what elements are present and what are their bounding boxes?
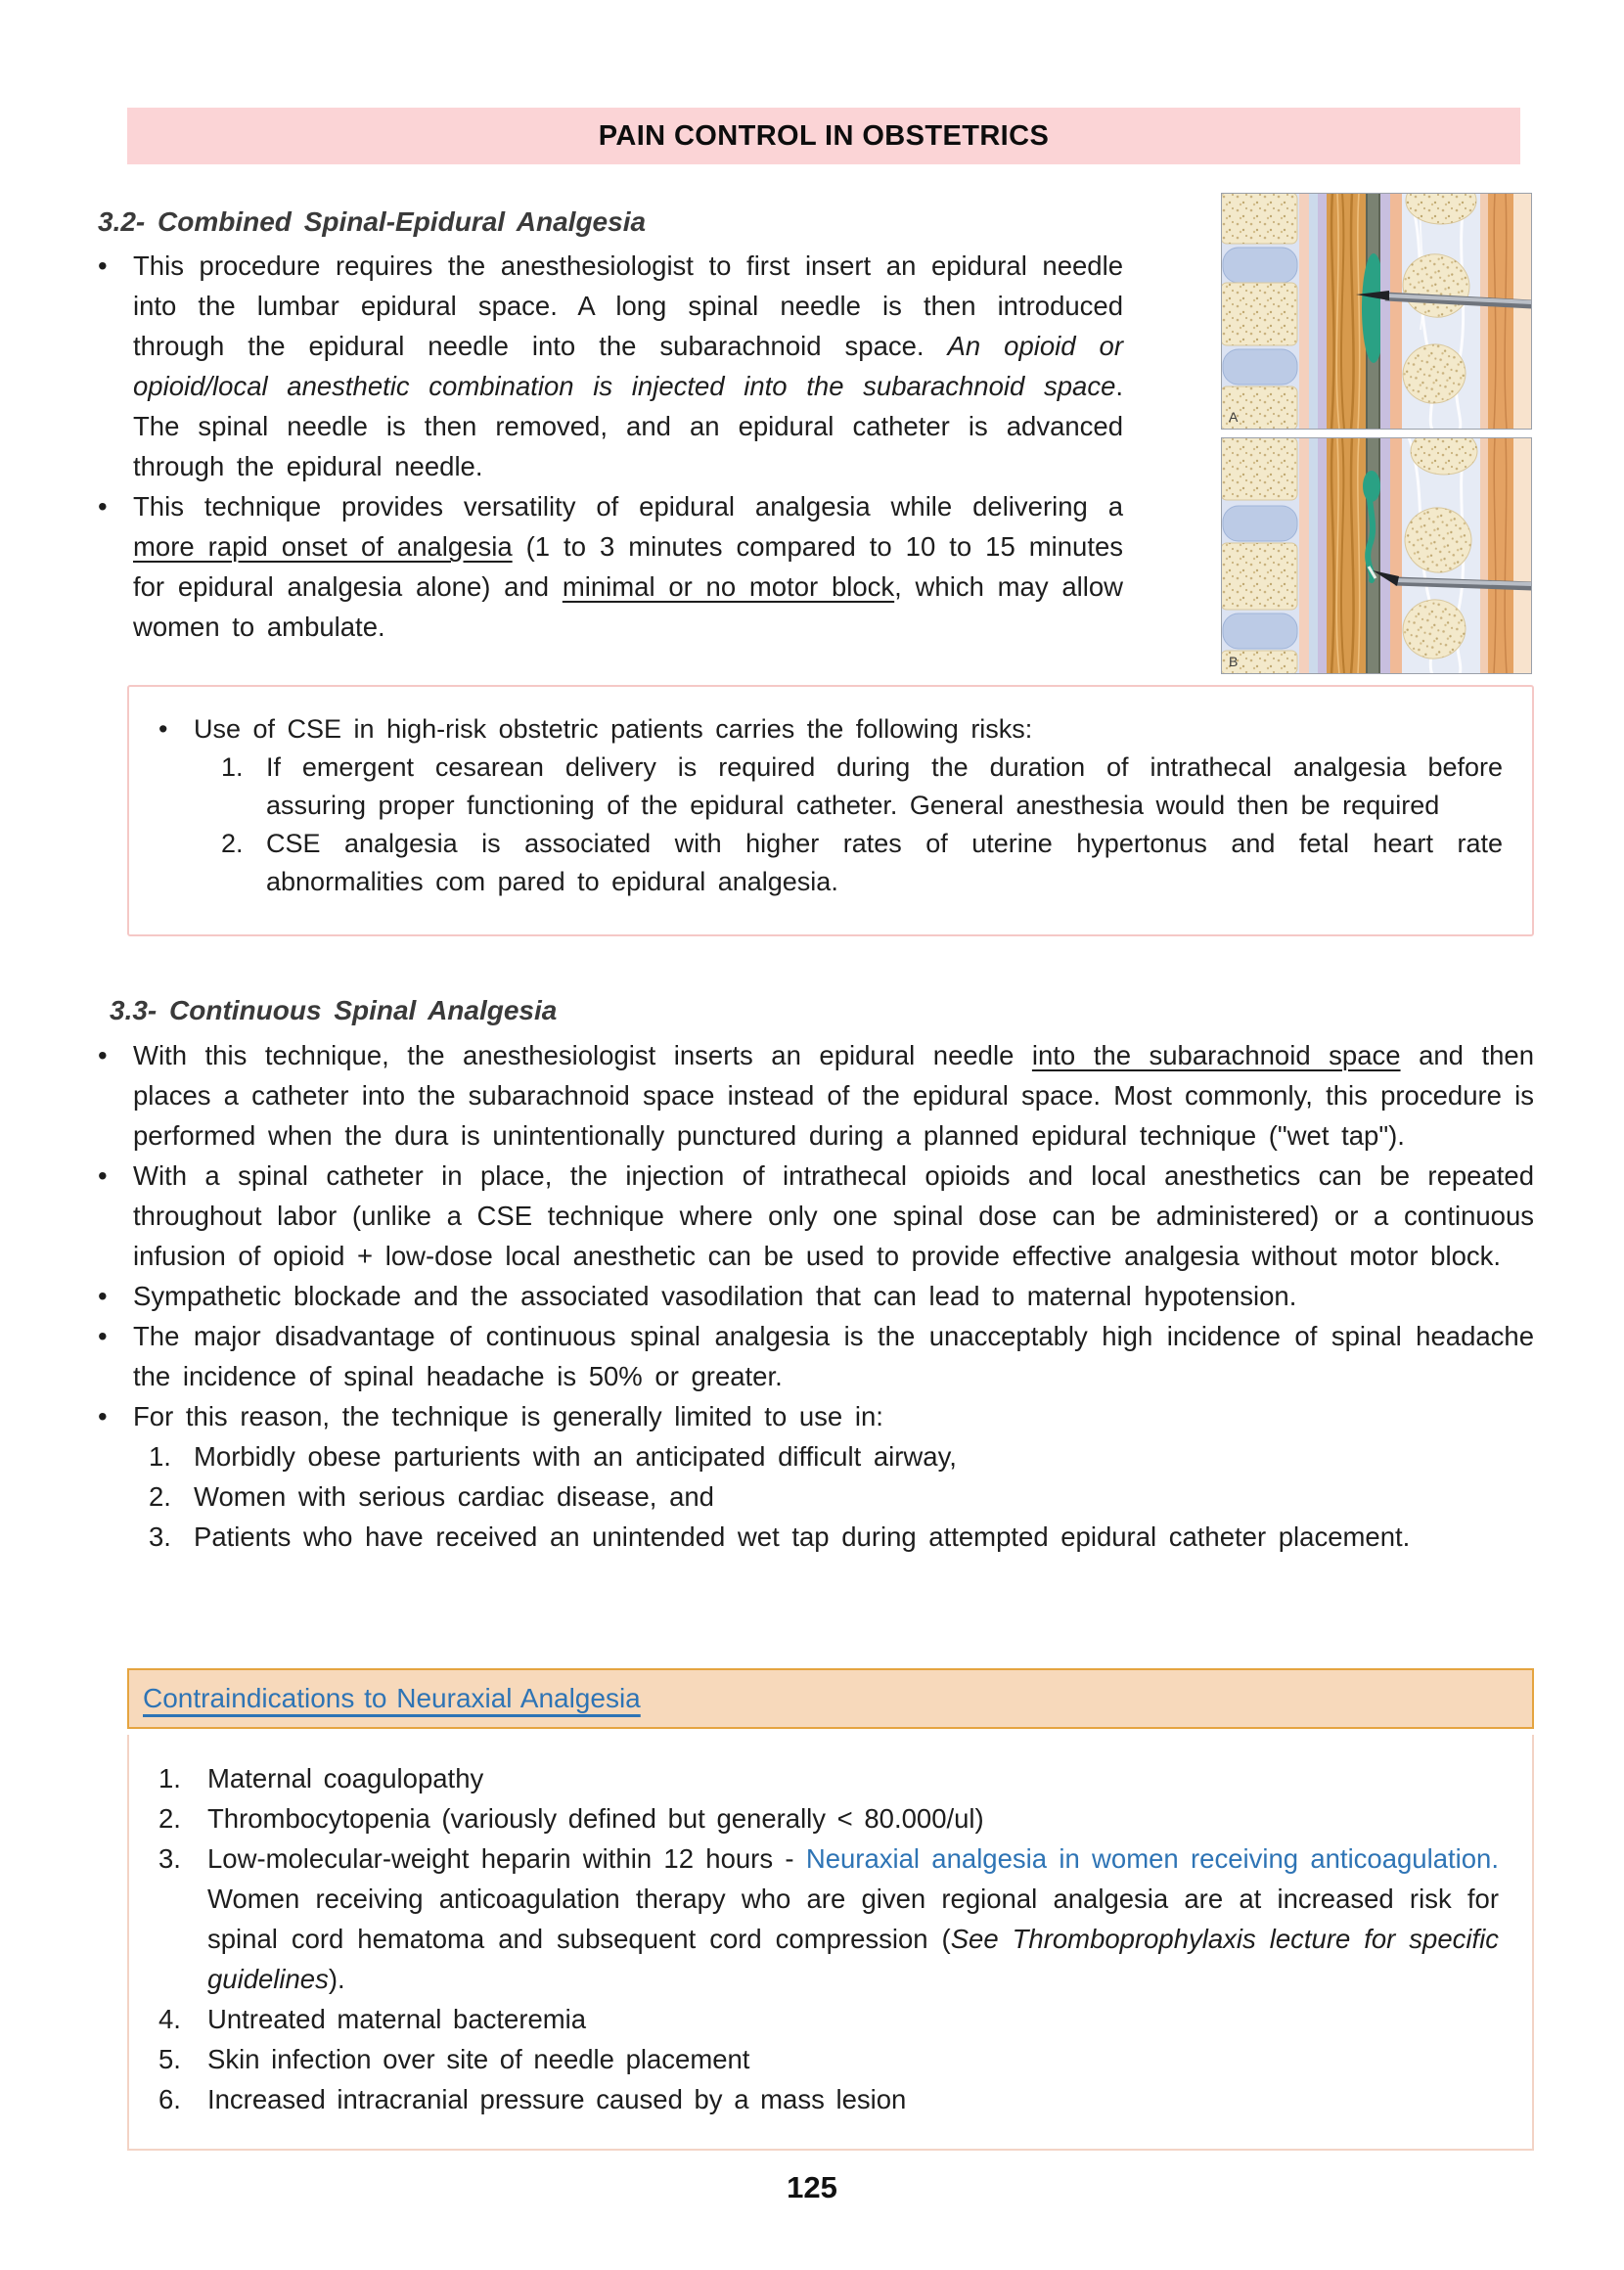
bullet-item (98, 1276, 1534, 1316)
text-segment: Increased intracranial pressure caused by a mass lesion (207, 2084, 907, 2114)
numbered-item (158, 1758, 1499, 1798)
bullet-text (133, 1396, 1534, 1436)
numbered-item (221, 749, 1503, 825)
item-text (266, 825, 1503, 901)
section-3-2-heading: 3.2- Combined Spinal-Epidural Analgesia (98, 206, 647, 237)
text-segment: This procedure requires the anesthesiologist to first insert an epidural needle into the lumbar epidural space. A long spinal needle is then introduced through the epidural needle into the subarachnoid space. (133, 250, 1123, 361)
bullet-text (133, 486, 1123, 647)
item-text (194, 1517, 1534, 1557)
bullet-item (98, 1156, 1534, 1276)
text-segment: and then places a catheter into the subarachnoid space instead of the epidural space. Most commonly, this procedure is performed when the dura is unintentionally punctured during a planned epidural technique ("wet tap"). (133, 1040, 1535, 1151)
text-segment: minimal or no motor block (562, 571, 895, 602)
text-segment: Women receiving anticoagulation therapy who are given regional analgesia are at increased risk for spinal cord hematoma and subsequent cord compression ( (207, 1884, 1499, 1954)
text-segment: Skin infection over site of needle placement (207, 2044, 750, 2074)
text-segment: into the subarachnoid space (1031, 1040, 1401, 1070)
item-number: 2. (221, 829, 244, 858)
text-segment: Untreated maternal bacteremia (207, 2004, 587, 2034)
bullet-marker: • (98, 491, 108, 522)
numbered-item (149, 1517, 1534, 1557)
text-segment: more rapid onset of analgesia (133, 531, 513, 562)
spine-cross-section-panel-b-illustration (1221, 437, 1532, 674)
text-segment: This technique provides versatility of epidural analgesia while delivering a (133, 491, 1123, 522)
item-number: 5. (158, 2044, 181, 2074)
item-number: 1. (149, 1441, 171, 1472)
bullet-text (133, 1156, 1534, 1276)
bullet-text (133, 1276, 1534, 1316)
numbered-item (149, 1476, 1534, 1517)
panel-a-label: A (1229, 409, 1239, 425)
item-number: 2. (158, 1803, 181, 1834)
interspinous-layer (1398, 437, 1480, 674)
text-segment: Patients who have received an unintended wet tap during attempted epidural catheter placement. (194, 1521, 1411, 1552)
text-segment: See Thromboprophylaxis lecture for specific guidelines (207, 1924, 1500, 1994)
item-text (207, 1798, 1499, 1839)
bullet-text (194, 710, 1503, 749)
bullet-text (133, 246, 1123, 486)
text-segment: (1 to 3 minutes compared to 10 to 15 minutes for epidural analgesia alone) and (133, 531, 1124, 602)
item-text (266, 749, 1503, 825)
bullet-item (98, 1316, 1534, 1396)
text-segment: , which may allow women to ambulate. (133, 571, 1124, 642)
spinal-canal-layers (1299, 437, 1402, 674)
item-number: 4. (158, 2004, 181, 2034)
text-segment: Women with serious cardiac disease, and (194, 1481, 714, 1512)
text-segment: Thrombocytopenia (variously defined but generally < 80.000/ul) (207, 1803, 984, 1834)
text-segment: If emergent cesarean delivery is required during the duration of intrathecal analgesia before assuring proper functioning of the epidural catheter. General anesthesia would then be required (266, 752, 1503, 820)
section-3-3-heading: 3.3- Continuous Spinal Analgesia (110, 995, 558, 1025)
section-3-3 (98, 990, 1534, 1557)
item-text (207, 1758, 1499, 1798)
text-segment: Low-molecular-weight heparin within 12 hours - (207, 1843, 806, 1874)
cse-risks-box (127, 685, 1534, 936)
bullet-marker: • (98, 1040, 108, 1070)
item-text (207, 1999, 1499, 2039)
interspinous-layer (1396, 193, 1480, 430)
text-segment: An opioid or opioid/local anesthetic combination is injected into the subarachnoid space (133, 331, 1124, 401)
text-segment: With this technique, the anesthesiologist inserts an epidural needle (133, 1040, 1032, 1070)
text-segment: With a spinal catheter in place, the injection of intrathecal opioids and local anesthetics can be repeated throughout labor (unlike a CSE technique where only one spinal dose can be administered) or a continuous infusion of opioid + low-dose local anesthetic can be used to provide effective analgesia without motor block. (133, 1160, 1534, 1271)
bullet-marker: • (98, 1281, 108, 1311)
bullet-item (98, 1396, 1534, 1436)
bullet-marker: • (158, 714, 168, 744)
numbered-item (158, 1839, 1499, 1999)
bullet-item (98, 1035, 1534, 1156)
bullet-item (98, 246, 1123, 486)
page-title: PAIN CONTROL IN OBSTETRICS (598, 119, 1050, 152)
numbered-item (221, 825, 1503, 901)
text-segment: The major disadvantage of continuous spinal analgesia is the unacceptably high incidence of spinal headache the incidence of spinal headache is 50% or greater. (133, 1321, 1534, 1391)
skin-layer (1480, 193, 1532, 430)
item-text (194, 1476, 1534, 1517)
panel-b-label: B (1229, 654, 1239, 669)
numbered-item (149, 1436, 1534, 1476)
text-segment: Maternal coagulopathy (207, 1763, 484, 1793)
spine-cross-section-panel-a-illustration (1221, 193, 1532, 430)
text-segment: . The spinal needle is then removed, and an epidural catheter is advanced through the epidural needle. (133, 371, 1123, 481)
numbered-item (158, 2079, 1499, 2119)
bullet-item (98, 486, 1123, 647)
figure-panel-gap (1221, 430, 1532, 437)
contraindications-list (127, 1735, 1534, 2151)
bullet-marker: • (98, 1160, 108, 1191)
text-segment: For this reason, the technique is generally limited to use in: (133, 1401, 883, 1431)
item-number: 3. (158, 1843, 181, 1874)
bullet-marker: • (98, 1321, 108, 1351)
numbered-item (158, 2039, 1499, 2079)
bullet-item (158, 710, 1503, 749)
spinal-canal-layers (1299, 193, 1402, 430)
item-text (207, 2079, 1499, 2119)
item-text (194, 1436, 1534, 1476)
contraindications-title: Contraindications to Neuraxial Analgesia (143, 1683, 641, 1713)
contraindications-header (127, 1668, 1534, 1729)
bullet-marker: • (98, 1401, 108, 1431)
text-segment: CSE analgesia is associated with higher rates of uterine hypertonus and fetal heart rate abnormalities com pared to epidural analgesia. (266, 829, 1503, 896)
vertebral-column-layer (1221, 193, 1299, 430)
item-number: 1. (221, 752, 244, 782)
item-text (207, 1839, 1499, 1999)
section-3-2 (98, 202, 1123, 647)
item-number: 3. (149, 1521, 171, 1552)
text-segment: ). (328, 1964, 345, 1994)
item-text (207, 2039, 1499, 2079)
item-number: 6. (158, 2084, 181, 2114)
page-header-banner (127, 108, 1520, 164)
text-segment: Neuraxial analgesia in women receiving anticoagulation. (805, 1843, 1499, 1874)
text-segment: Sympathetic blockade and the associated vasodilation that can lead to maternal hypotension. (133, 1281, 1297, 1311)
text-segment: Use of CSE in high-risk obstetric patients carries the following risks: (194, 714, 1033, 744)
numbered-item (158, 1999, 1499, 2039)
text-segment: Morbidly obese parturients with an anticipated difficult airway, (194, 1441, 957, 1472)
vertebral-column-layer (1221, 437, 1299, 674)
skin-layer (1480, 437, 1532, 674)
item-number: 2. (149, 1481, 171, 1512)
bullet-marker: • (98, 250, 108, 281)
spine-illustration-figure (1221, 193, 1532, 674)
page-number: 125 (787, 2170, 837, 2204)
bullet-text (133, 1035, 1534, 1156)
item-number: 1. (158, 1763, 181, 1793)
bullet-text (133, 1316, 1534, 1396)
numbered-item (158, 1798, 1499, 1839)
